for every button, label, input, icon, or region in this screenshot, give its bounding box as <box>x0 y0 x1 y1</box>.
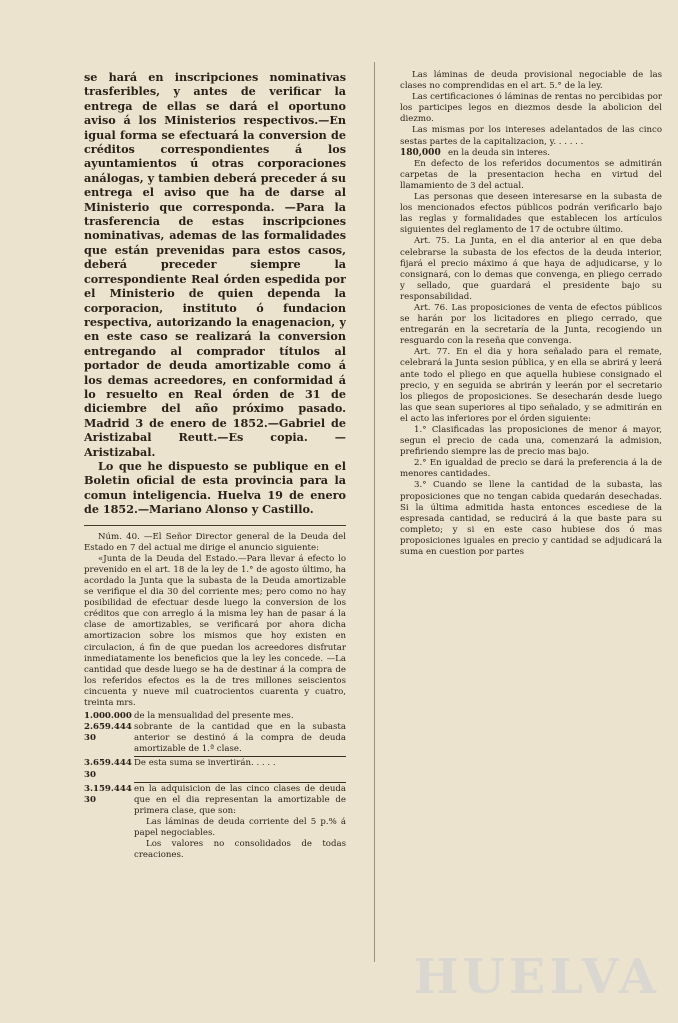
side-text: en la deuda sin interes. <box>448 147 551 158</box>
ledger-row <box>84 784 346 817</box>
paragraph: Las personas que deseen interesarse en la subasta de los mencionados efectos públicos podrán verificarlo bajo las reglas y formalidades que establecen los artículos siguientes del reglamento de 17 de octubre último. <box>400 192 662 236</box>
ledger-row <box>84 722 346 755</box>
article-77: Art. 77. En el dia y hora señalado para el remate, celebrará la Junta sesion pública, y en ella se abrirá y leerá ante todo el pliego en que aquella hubiese consignado el precio, y en seguida se abrirán y leerán por el secretario los pliegos de proposiciones. Se desecharán desde luego las que sean superiores al tipo señalado, y se admitirán en el acto las inferiores por el órden siguiente: <box>400 347 662 424</box>
right-column <box>400 70 662 558</box>
ledger-text: De esta suma se invertirán. . . . . <box>134 758 276 769</box>
side-amount-row <box>400 147 662 159</box>
ledger-text: sobrante de la cantidad que en la subasta anterior se destinó á la compra de deuda amortizable de 1.ª clase. <box>134 722 346 755</box>
ledger-amount: 3.159.444 30 <box>84 783 132 805</box>
separator-line <box>84 525 346 526</box>
list-item: Los valores no consolidados de todas creaciones. <box>134 839 346 861</box>
paragraph: Lo que he dispuesto se publique en el Boletin oficial de esta provincia para la comun inteligencia. Huelva 19 de enero de 1852.—Mariano Alonso y Castillo. <box>84 458 346 517</box>
rule-3: 3.° Cuando se llene la cantidad de la subasta, las proposiciones que no tengan cabida quedarán desechadas. Si la última admitida hasta entonces escediese de la espresada cantidad, se reducirá á la que baste para su completo; y si en este caso hubiese dos ó mas proposiciones iguales en precio y cantidad se adjudicará la suma en cuestion por partes <box>400 480 662 558</box>
notice-paragraph: Núm. 40. —El Señor Director general de la Deuda del Estado en 7 del actual me dirige el anuncio siguiente: <box>84 531 346 553</box>
list-item: Las mismas por los intereses adelantados de las cinco sestas partes de la capitalizacion, y. . . . . . <box>400 125 662 147</box>
articles <box>400 159 662 558</box>
rule-1: 1.° Clasificadas las proposiciones de menor á mayor, segun el precio de cada una, comenzará la admision, prefiriendo siempre las de precio mas bajo. <box>400 425 662 458</box>
debt-list-continued <box>400 70 662 148</box>
rule-2: 2.° En igualdad de precio se dará la preferencia á la de menores cantidades. <box>400 458 662 480</box>
side-amount: 180,000 <box>400 147 441 158</box>
notice-paragraph: «Junta de la Deuda del Estado.—Para llevar á efecto lo prevenido en el art. 18 de la ley de 1.° de agosto último, ha acordado la Junta que la subasta de la Deuda amortizable se verifique el dia 30 del corriente mes; pero como no hay posibilidad de efectuar desde luego la conversion de los créditos que con arreglo á la misma ley han de pasar á la clase de amortizables, se verificará por ahora dicha amortizacion sobre los mismos que hoy existen en circulacion, á fin de que puedan los acreedores disfrutar inmediatamente los beneficios que la ley les concede. —La cantidad que desde luego se ha de destinar á la compra de los referidos efectos es la de tres millones seiscientos cincuenta y nueve mil cuatrocientos cuarenta y cuatro, treinta mrs. <box>84 553 346 708</box>
list-item: Las láminas de deuda corriente del 5 p.% á papel negociables. <box>134 816 346 839</box>
notice <box>84 532 346 710</box>
list-item: Las certificaciones ó láminas de rentas no percibidas por los participes legos en diezmos desde la abolicion del diezmo. <box>400 92 662 125</box>
ledger-amount: 1.000.000 <box>84 711 132 722</box>
ledger-row <box>84 711 346 722</box>
ledger-row <box>84 758 346 780</box>
ledger-amount: 3.659.444 30 <box>84 758 132 780</box>
ledger-amount: 2.659.444 30 <box>84 722 132 744</box>
article-75: Art. 75. La Junta, en el dia anterior al en que deba celebrarse la subasta de los efectos de la deuda interior, fijará el precio máximo á que haya de adjudicarse, y lo consignará, con lo demas que convenga, en pliego cerrado y sellado, que guardará el presidente bajo su responsabilidad. <box>400 236 662 302</box>
column-divider <box>374 62 375 962</box>
paragraph: En defecto de los referidos documentos se admitirán carpetas de la presentacion hecha en virtud del llamamiento de 3 del actual. <box>400 158 662 191</box>
paragraph: se hará en inscripciones nominativas trasferibles, y antes de verificar la entrega de ellas se dará el oportuno aviso á los Ministerios respectivos.—En igual forma se efectuará la conversion de créditos correspondientes á los ayuntamientos ú otras corporaciones análogas, y tambien deberá preceder á su entrega el aviso que ha de darse al Ministerio que corresponda. —Para la trasferencia de estas inscripciones nominativas, ademas de las formalidades que están prevenidas para estos casos, deberá preceder siempre la correspondiente Real órden espedida por el Ministerio de quien dependa la corporacion, instituto ó fundacion respectiva, autorizando la enagenacion, y en este caso se realizará la conversion entregando al comprador títulos al portador de deuda amortizable como á los demas acreedores, en conformidad á lo resuelto en Real órden de 31 de diciembre del año próximo pasado. Madrid 3 de enero de 1852.—Gabriel de Aristizabal Reutt.—Es copia. —Aristizabal. <box>84 70 346 459</box>
list-item: Las láminas de deuda provisional negociable de las clases no comprendidas en el art. 5.° de la ley. <box>400 70 662 92</box>
ledger-rule <box>134 782 346 783</box>
main-text <box>84 70 346 517</box>
ledger-text: de la mensualidad del presente mes. <box>134 711 294 722</box>
article-76: Art. 76. Las proposiciones de venta de efectos públicos se harán por los licitadores en pliego cerrado, que entregarán en la secretaría de la Junta, recogiendo un resguardo con la reseña que convenga. <box>400 302 662 347</box>
ledger <box>84 711 346 817</box>
debt-list <box>134 817 346 861</box>
watermark: HUELVA <box>413 949 660 1005</box>
ledger-text: en la adquisicion de las cinco clases de deuda que en el dia representan la amortizable de primera clase, que son: <box>134 783 346 816</box>
left-column <box>84 70 346 861</box>
